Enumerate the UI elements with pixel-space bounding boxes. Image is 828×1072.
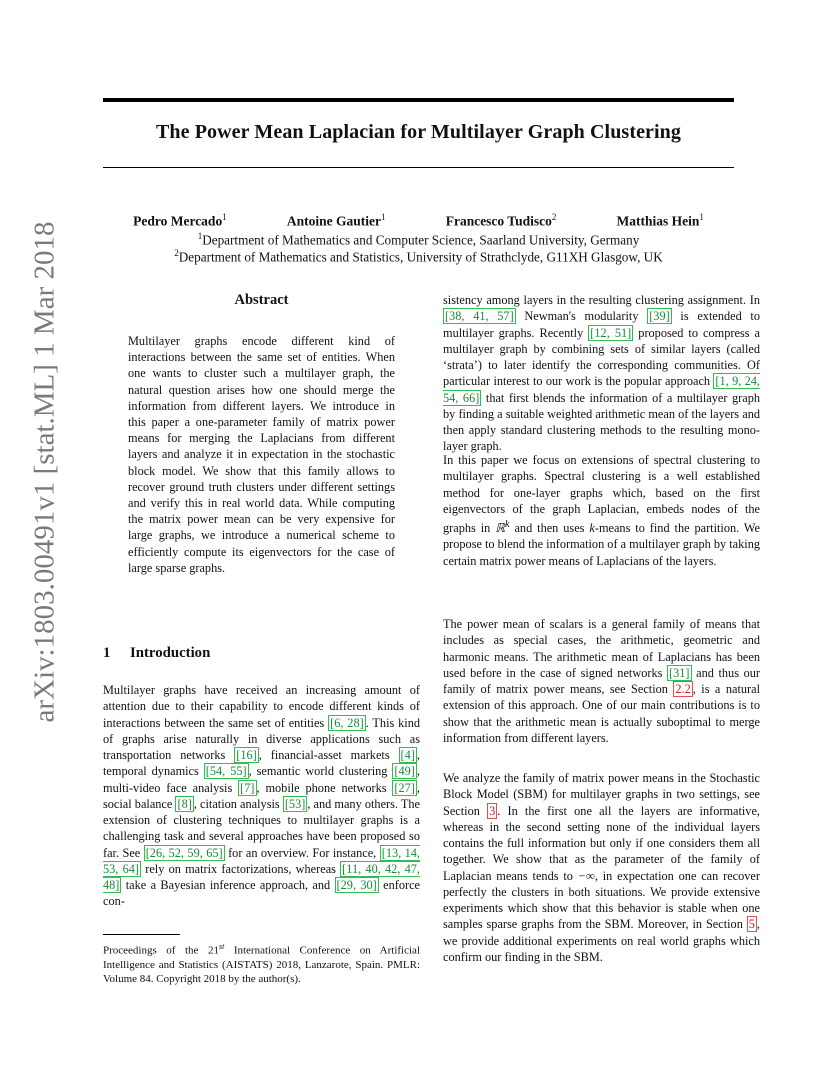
math-reals: ℝ$^k$ <box>495 519 510 536</box>
citation-link[interactable]: [ 12, 51 ] <box>588 325 633 341</box>
citation-link[interactable]: [ 6, 28 ] <box>328 715 366 731</box>
abstract-text: Multilayer graphs encode different kind of interactions between the same set of entities. When one wants to cluster such a multilayer graph, the natural question arises how one should merge the information from different layers. We introduce in this paper a one-parameter family of matrix power means for merging the Laplacians from different layers and analyze it in expectation in the stochastic block model. We show that this family allows to recover ground truth clusters under different settings and verify this in real world data. While computing the matrix power mean can be very expensive for large graphs, we introduce a numerical scheme to efficiently compute its eigenvectors for the case of large sparse graphs. <box>128 334 395 575</box>
citation-link[interactable]: [ 13, 14, 53, 64 ] <box>103 845 420 877</box>
title-bottom-rule <box>103 167 734 168</box>
citation-link[interactable]: [ 4 ] <box>399 747 417 763</box>
citation-link[interactable]: [ 54, 55 ] <box>204 763 249 779</box>
math-neg-infinity: −∞ <box>577 868 595 883</box>
arxiv-stamp: arXiv:1803.00491v1 [stat.ML] 1 Mar 2018 <box>28 221 61 723</box>
citation-link[interactable]: [ 31 ] <box>667 665 692 681</box>
footnote-rule <box>103 934 180 935</box>
right-paragraph-3: The power mean of scalars is a general family of means that includes as special cases, the arithmetic, geometric and harmonic means. The arithmetic mean of Laplacians has been used before in the case of signed networks [ 31 ] and thus our family of matrix power means, see Section 2.2 , is a natural extension of this approach. One of our main contributions is to show that the arithmetic mean is actually suboptimal to merge information from different layers. <box>443 616 760 746</box>
paper-title: The Power Mean Laplacian for Multilayer Graph Clustering <box>155 121 682 143</box>
right-paragraph-4: We analyze the family of matrix power means in the Stochastic Block Model (SBM) for multilayer graphs in two settings, see Section 3 . In the first one all the layers are informative, whereas in the second setting none of the individual layers contains the full information but only if one considers them all together. We show that as the parameter of the family of Laplacian means tends to −∞, in expectation one can recover perfectly the clusters in both situations. We provide extensive experiments which show that this behavior is stable when one samples sparse graphs from the SBM. Moreover, in Section 5 , we provide additional experiments on real world graphs which confirm our finding in the SBM. <box>443 771 760 964</box>
citation-link[interactable]: [ 26, 52, 59, 65 ] <box>144 845 225 861</box>
citation-link[interactable]: [ 7 ] <box>238 780 256 796</box>
math-k: k <box>589 521 595 536</box>
author: Francesco Tudisco$^2$ <box>445 212 557 229</box>
author: Matthias Hein$^1$ <box>616 212 704 229</box>
right-paragraph-2: In this paper we focus on extensions of spectral clustering to multilayer graphs. Spectral clustering is a well established method for one-layer graphs which, based on the first eigenvectors of the graph Laplacian, embeds nodes of the graphs in ℝ$^k$ and then uses k-means to find the partition. We propose to blend the information of a multilayer graph by taking certain matrix power means of Laplacians of the layers. <box>443 453 761 568</box>
citation-link[interactable]: [ 53 ] <box>283 796 308 812</box>
section-link[interactable]: 3 <box>489 803 496 818</box>
author: Pedro Mercado$^1$ <box>133 212 227 229</box>
citation-link[interactable]: [ 11, 40, 42, 47, 48 ] <box>103 861 420 893</box>
title-top-rule <box>103 98 734 102</box>
author: Antoine Gautier$^1$ <box>286 212 386 229</box>
citation-link[interactable]: [ 1, 9, 24, 54, 66 ] <box>443 373 760 405</box>
citation-link[interactable]: [ 8 ] <box>175 796 193 812</box>
author-list <box>103 212 734 230</box>
citation-link[interactable]: [ 27 ] <box>392 780 417 796</box>
footnote: Proceedings of the 21st International Conference on Artificial Intelligence and Statistics (AISTATS) 2018, Lanzarote, Spain. PMLR: Volume 84. Copyright 2018 by the author(s). <box>103 942 420 985</box>
section-heading-introduction: 1 Introduction <box>103 645 211 661</box>
affiliation-1: $^1$Department of Mathematics and Computer Science, Saarland University, Germany <box>197 231 640 248</box>
citation-link[interactable]: [ 49 ] <box>392 763 417 779</box>
section-link[interactable]: 5 <box>748 917 755 932</box>
citation-link[interactable]: [ 39 ] <box>647 308 672 324</box>
abstract-heading: Abstract <box>234 292 289 308</box>
right-paragraph-1: sistency among layers in the resulting clustering assignment. In [ 38, 41, 57 ] Newman's modularity [ 39 ] is extended to multilayer graphs. Recently [ 12, 51 ] proposed to compress a multilayer graph by combining sets of similar layers (called ‘strata’) to later identify the corresponding communities. Of particular interest to our work is the popular approach [ 1, 9, 24, 54, 66 ] that first blends the information of a multilayer graph by finding a suitable weighted arithmetic mean of the layers and then apply standard clustering methods to the resulting mono-layer graph. <box>443 292 760 455</box>
citation-link[interactable]: [ 16 ] <box>234 747 259 763</box>
citation-link[interactable]: [ 29, 30 ] <box>335 877 379 893</box>
section-link[interactable]: 2.2 <box>675 682 691 696</box>
affiliation-2: $^2$Department of Mathematics and Statistics, University of Strathclyde, G11XH Glasgow, UK <box>174 248 663 265</box>
citation-link[interactable]: [ 38, 41, 57 ] <box>443 308 516 324</box>
intro-paragraph: Multilayer graphs have received an increasing amount of attention due to their capability to encode different kinds of interactions between the same set of entities [ 6, 28 ] . This kind of graphs arise naturally in diverse applications such as transportation networks [ 16 ] , financial-asset markets [ 4 ] , temporal dynamics [ 54, 55 ] , semantic world clustering [ 49 ] , multi-video face analysis [ 7 ] , mobile phone networks [ 27 ] , social balance [ 8 ] , citation analysis [ 53 ] , and many others. The extension of clustering techniques to multilayer graphs is a challenging task and several approaches have been proposed so far. See [ 26, 52, 59, 65 ] for an overview. For instance, [ 13, 14, 53, 64 ] rely on matrix factorizations, whereas [ 11, 40, 42, 47, 48 ] take a Bayesian inference approach, and [ 29, 30 ] enforce con- <box>103 682 420 910</box>
